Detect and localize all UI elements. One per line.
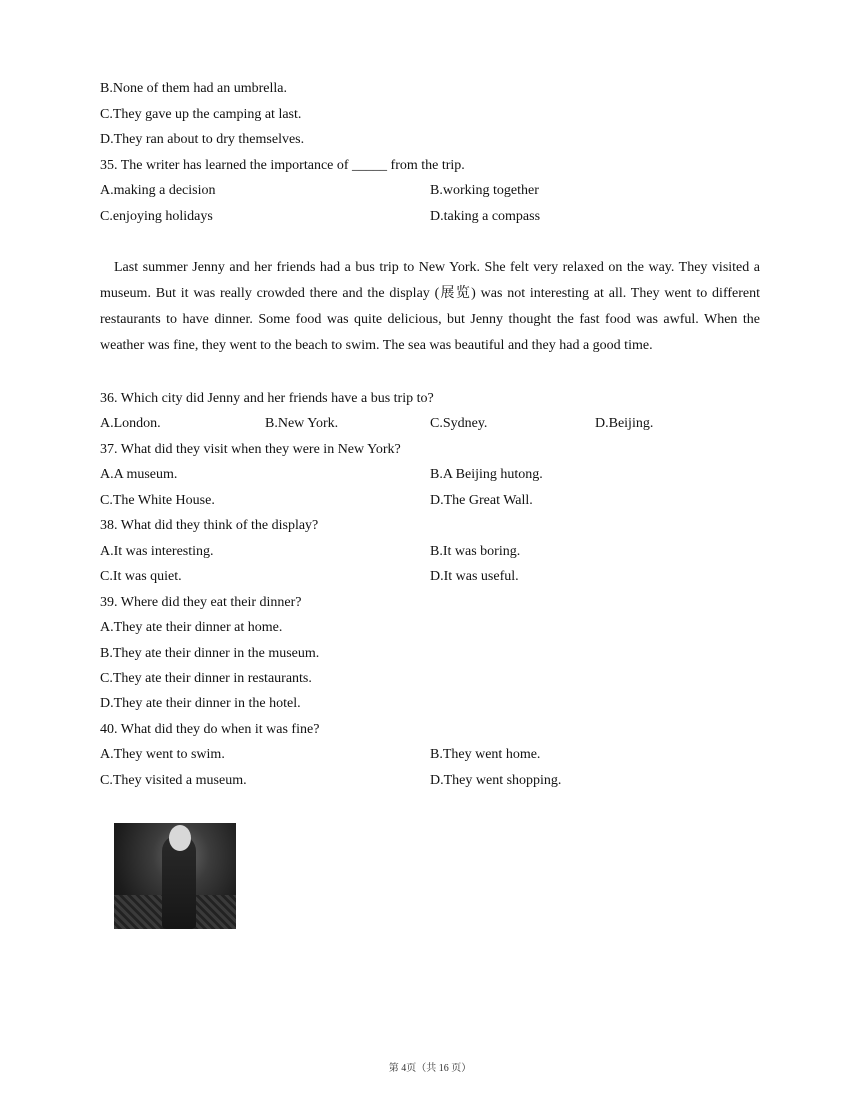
- option-b: B.working together: [430, 183, 539, 198]
- option-b: B.New York.: [265, 416, 339, 431]
- option-line: C.They gave up the camping at last.: [100, 107, 302, 122]
- question-38: 38. What did they think of the display?: [100, 518, 319, 533]
- option-row: [100, 467, 760, 483]
- option-a: A.It was interesting.: [100, 544, 214, 559]
- option-c: C.enjoying holidays: [100, 209, 213, 224]
- option-d: D.It was useful.: [430, 569, 519, 584]
- option-d: D.Beijing.: [595, 416, 654, 431]
- option-d: D.taking a compass: [430, 209, 541, 224]
- option-c: C.They visited a museum.: [100, 773, 247, 788]
- option-line: D.They ran about to dry themselves.: [100, 132, 305, 147]
- option-b: B.A Beijing hutong.: [430, 467, 543, 482]
- option-d: D.They went shopping.: [430, 773, 562, 788]
- option-row: [100, 544, 760, 560]
- option-row: [100, 209, 541, 225]
- photo: [114, 823, 236, 929]
- option-c: C.The White House.: [100, 493, 215, 508]
- option-d: D.The Great Wall.: [430, 493, 533, 508]
- page-footer: 第 4页（共 16 页）: [388, 1063, 472, 1074]
- question-39: 39. Where did they eat their dinner?: [100, 595, 302, 610]
- option-c: C.It was quiet.: [100, 569, 182, 584]
- option-row: [100, 183, 539, 199]
- option-a: A.A museum.: [100, 467, 178, 482]
- question-37: 37. What did they visit when they were in New York?: [100, 442, 401, 457]
- reading-passage: Last summer Jenny and her friends had a bus trip to New York. She felt very relaxed on the way. They visited a museum. But it was really crowded there and the display (展览) was not interesting at all. They went to different restaurants to have dinner. Some food was quite delicious, but Jenny thought the fast food was awful. When the weather was fine, they went to the beach to swim. The sea was beautiful and they had a good time.: [100, 260, 760, 353]
- option-row: [100, 493, 760, 509]
- option-row: [100, 416, 760, 432]
- option-a: A.They went to swim.: [100, 747, 225, 762]
- option-row: [100, 773, 760, 789]
- question-36: 36. Which city did Jenny and her friends have a bus trip to?: [100, 391, 434, 406]
- option-line: B.None of them had an umbrella.: [100, 81, 288, 96]
- option-b: B.They ate their dinner in the museum.: [100, 646, 320, 661]
- option-a: A.They ate their dinner at home.: [100, 620, 283, 635]
- question-35: 35. The writer has learned the importance of _____ from the trip.: [100, 158, 465, 173]
- option-b: B.They went home.: [430, 747, 541, 762]
- option-c: C.Sydney.: [430, 416, 488, 431]
- option-row: [100, 569, 760, 585]
- option-a: A.making a decision: [100, 183, 216, 198]
- option-c: C.They ate their dinner in restaurants.: [100, 671, 312, 686]
- option-a: A.London.: [100, 416, 161, 431]
- question-40: 40. What did they do when it was fine?: [100, 722, 320, 737]
- option-row: [100, 747, 760, 763]
- option-b: B.It was boring.: [430, 544, 521, 559]
- option-d: D.They ate their dinner in the hotel.: [100, 696, 301, 711]
